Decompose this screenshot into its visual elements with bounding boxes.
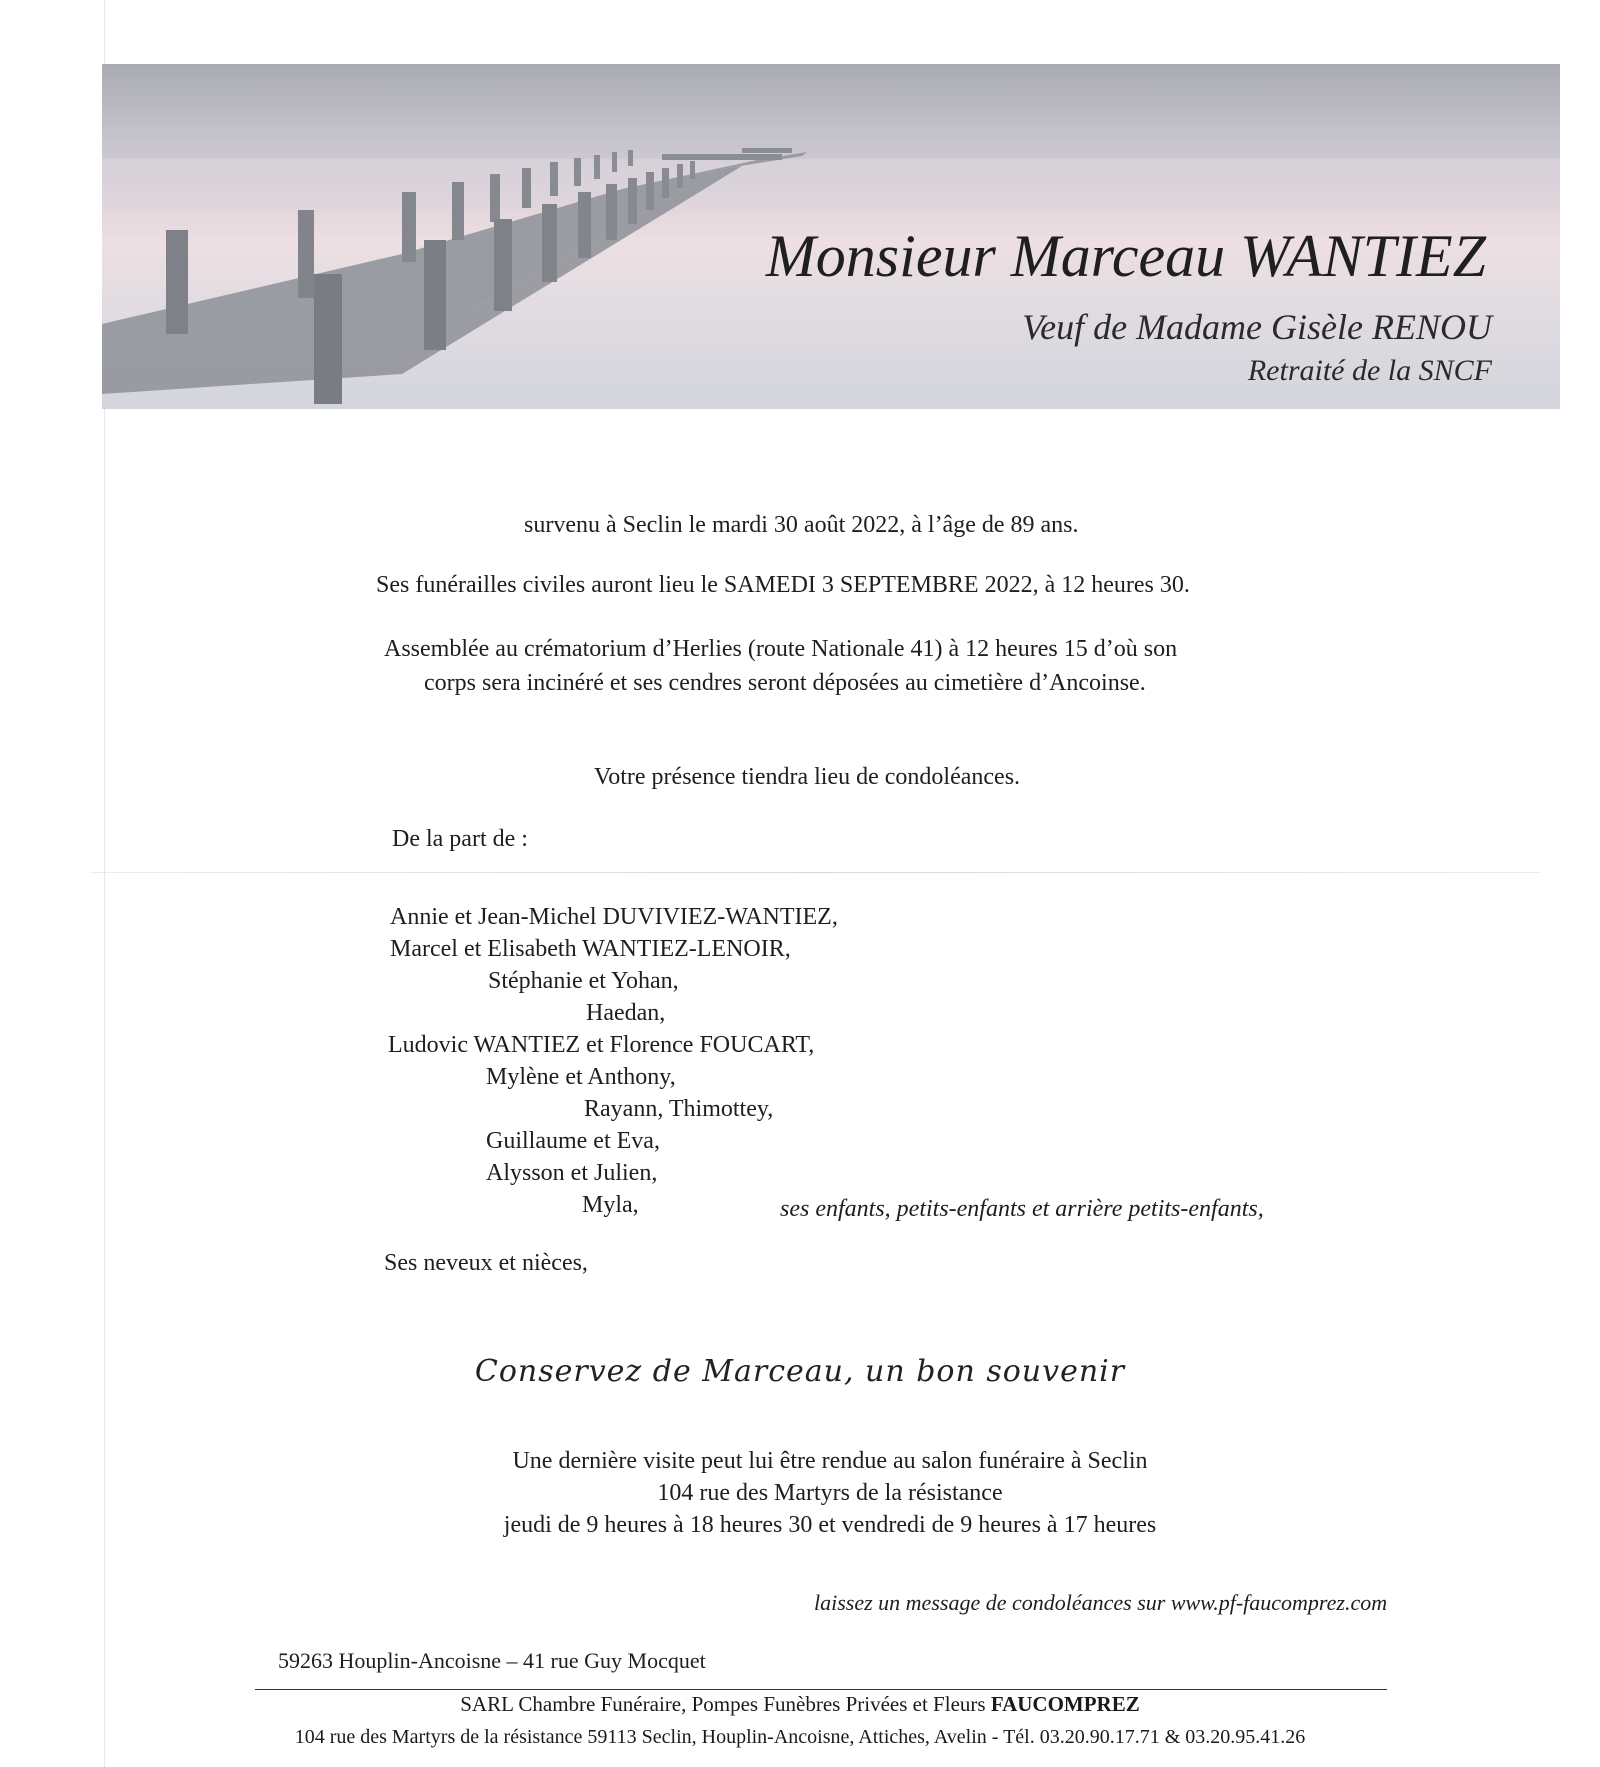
funeral-line: Ses funérailles civiles auront lieu le SAMEDI 3 SEPTEMBRE 2022, à 12 heures 30. — [376, 572, 1190, 598]
assembly-line-2: corps sera incinéré et ses cendres seront déposées au cimetière d’Ancoinse. — [424, 670, 1146, 696]
visit-line-3: jeudi de 9 heures à 18 heures 30 et vendredi de 9 heures à 17 heures — [503, 1512, 1157, 1538]
online-condolences: laissez un message de condoléances sur www.pf-faucomprez.com — [814, 1590, 1388, 1615]
footer-contact: 104 rue des Martyrs de la résistance 59113 Seclin, Houplin-Ancoisne, Attiches, Avelin - Tél. 03.20.90.17.71 & 03.20.95.41.26 — [294, 1726, 1306, 1748]
family-relation: ses enfants, petits-enfants et arrière petits-enfants, — [780, 1196, 1264, 1222]
deceased-name: Monsieur Marceau WANTIEZ — [765, 223, 1486, 289]
family-member: Haedan, — [586, 1000, 666, 1026]
fold-line — [90, 872, 1540, 873]
footer-rule — [255, 1689, 1387, 1690]
visit-line-2: 104 rue des Martyrs de la résistance — [657, 1480, 1003, 1506]
nephews-line: Ses neveux et nièces, — [384, 1250, 588, 1276]
family-member: Rayann, Thimottey, — [584, 1096, 774, 1122]
death-line: survenu à Seclin le mardi 30 août 2022, à l’âge de 89 ans. — [524, 512, 1079, 538]
family-member: Alysson et Julien, — [486, 1160, 658, 1186]
memory-phrase: Conservez de Marceau, un bon souvenir — [474, 1354, 1126, 1389]
header-banner — [102, 64, 1560, 409]
family-member: Myla, — [582, 1192, 639, 1218]
visit-line-1: Une dernière visite peut lui être rendue au salon funéraire à Seclin — [512, 1448, 1148, 1474]
family-member: Mylène et Anthony, — [486, 1064, 676, 1090]
from-label: De la part de : — [392, 826, 528, 852]
footer-company-prefix: SARL Chambre Funéraire, Pompes Funèbres Privées et Fleurs — [460, 1692, 991, 1716]
spouse-line: Veuf de Madame Gisèle RENOU — [1022, 307, 1492, 347]
family-member: Ludovic WANTIEZ et Florence FOUCART, — [388, 1032, 815, 1058]
family-address: 59263 Houplin-Ancoisne – 41 rue Guy Mocquet — [278, 1648, 706, 1673]
condolences-line: Votre présence tiendra lieu de condoléances. — [594, 764, 1021, 790]
family-member: Stéphanie et Yohan, — [488, 968, 679, 994]
family-member: Marcel et Elisabeth WANTIEZ-LENOIR, — [390, 936, 791, 962]
assembly-line-1: Assemblée au crématorium d’Herlies (route Nationale 41) à 12 heures 15 d’où son — [384, 636, 1178, 662]
family-member: Annie et Jean-Michel DUVIVIEZ-WANTIEZ, — [390, 904, 838, 930]
footer-company — [0, 1692, 1600, 1717]
footer-company-name: FAUCOMPREZ — [990, 1692, 1140, 1716]
occupation-line: Retraité de la SNCF — [1247, 354, 1492, 387]
family-member: Guillaume et Eva, — [486, 1128, 660, 1154]
